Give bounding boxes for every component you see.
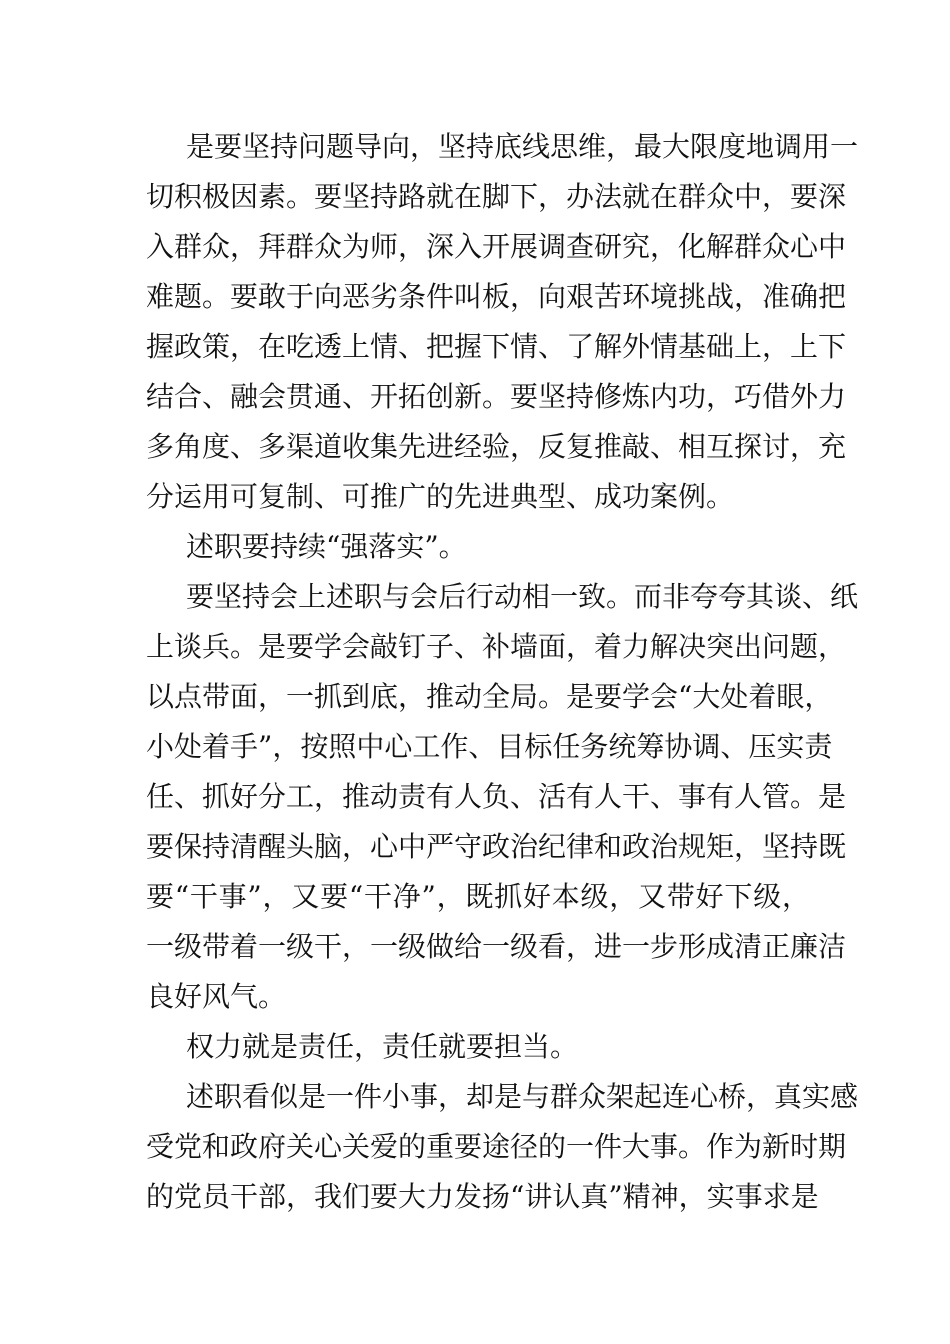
text-line: 上谈兵。是要学会敲钉子、补墙面，着力解决突出问题，	[146, 630, 847, 663]
paragraph-2	[146, 522, 810, 572]
text-line: 任、抓好分工，推动责有人负、活有人干、事有人管。是	[146, 780, 847, 813]
paragraph-1	[146, 122, 859, 522]
text-line: 的党员干部，我们要大力发扬“讲认真”精神，实事求是	[146, 1180, 819, 1213]
text-line: 要保持清醒头脑，心中严守政治纪律和政治规矩，坚持既	[146, 830, 847, 863]
text-line: 受党和政府关心关爱的重要途径的一件大事。作为新时期	[146, 1130, 847, 1163]
paragraph-3	[146, 572, 859, 1022]
section-heading: 述职要持续“强落实”。	[186, 530, 467, 563]
text-line: 是要坚持问题导向，坚持底线思维，最大限度地调用一	[186, 130, 859, 163]
text-line: 多角度、多渠道收集先进经验，反复推敲、相互探讨，充	[146, 430, 847, 463]
text-line: 小处着手”，按照中心工作、目标任务统筹协调、压实责	[146, 730, 833, 763]
text-line: 切积极因素。要坚持路就在脚下，办法就在群众中，要深	[146, 180, 847, 213]
text-line: 分运用可复制、可推广的先进典型、成功案例。	[146, 480, 735, 513]
section-heading: 权力就是责任，责任就要担当。	[186, 1030, 579, 1063]
body-text	[146, 122, 859, 1222]
paragraph-5	[146, 1072, 859, 1222]
text-line: 要“干事”，又要“干净”，既抓好本级，又带好下级，	[146, 880, 810, 913]
text-line: 结合、融会贯通、开拓创新。要坚持修炼内功，巧借外力	[146, 380, 847, 413]
text-line: 要坚持会上述职与会后行动相一致。而非夸夸其谈、纸	[186, 580, 859, 613]
text-line: 述职看似是一件小事，却是与群众架起连心桥，真实感	[186, 1080, 859, 1113]
text-line: 入群众，拜群众为师，深入开展调查研究，化解群众心中	[146, 230, 847, 263]
text-line: 难题。要敢于向恶劣条件叫板，向艰苦环境挑战，准确把	[146, 280, 847, 313]
paragraph-4	[146, 1022, 810, 1072]
text-line: 一级带着一级干，一级做给一级看，进一步形成清正廉洁	[146, 930, 847, 963]
text-line: 握政策，在吃透上情、把握下情、了解外情基础上，上下	[146, 330, 847, 363]
text-line: 以点带面，一抓到底，推动全局。是要学会“大处着眼，	[146, 680, 833, 713]
text-line: 良好风气。	[146, 980, 287, 1013]
